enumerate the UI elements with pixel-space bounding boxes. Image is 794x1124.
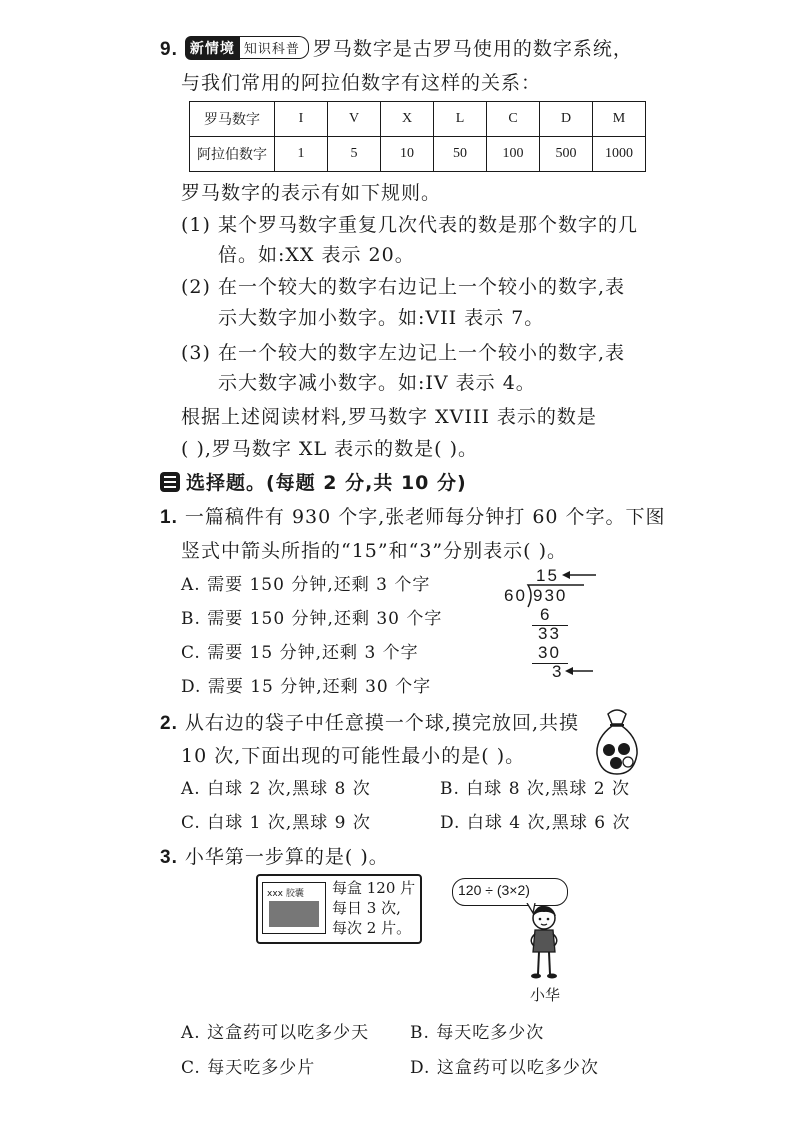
c1-option-c[interactable]: C. 需要 15 分钟,还剩 3 个字 <box>181 643 419 663</box>
c3-number: 3. <box>160 847 178 868</box>
q9-intro-2: 与我们常用的阿拉伯数字有这样的关系： <box>181 72 542 94</box>
table-cell: 10 <box>381 137 434 172</box>
box-line-3: 每次 2 片。 <box>332 919 412 937</box>
c2-option-d[interactable]: D. 白球 4 次,黑球 6 次 <box>440 813 631 833</box>
remainder-arrow-icon <box>565 664 595 678</box>
medicine-label: xxx 胶囊 <box>267 889 304 899</box>
rule2-line-b: 示大数字加小数字。如:VII 表示 7。 <box>218 307 545 329</box>
c1-line-a <box>160 502 666 529</box>
c1-option-a[interactable]: A. 需要 150 分钟,还剩 3 个字 <box>181 575 431 595</box>
row-header-roman: 罗马数字 <box>190 102 275 137</box>
c3-option-a[interactable]: A. 这盒药可以吃多少天 <box>181 1023 370 1043</box>
c1-option-d[interactable]: D. 需要 15 分钟,还剩 30 个字 <box>181 677 432 697</box>
c3-text-a: 小华第一步算的是( )。 <box>184 846 389 868</box>
section-three-icon <box>160 472 180 492</box>
table-cell: V <box>328 102 381 137</box>
c3-line-a <box>160 842 389 869</box>
table-cell: L <box>434 102 487 137</box>
table-cell: 1 <box>275 137 328 172</box>
rule2-line-a: (2) 在一个较大的数字右边记上一个较小的数字,表 <box>181 276 625 298</box>
c3-option-c[interactable]: C. 每天吃多少片 <box>181 1058 316 1078</box>
medicine-package-shade <box>269 901 319 927</box>
ball-bag-icon <box>592 704 642 776</box>
table-row <box>190 137 646 172</box>
division-step2: 33 <box>538 624 561 643</box>
rules-intro: 罗马数字的表示有如下规则。 <box>181 182 442 204</box>
table-row <box>190 102 646 137</box>
table-cell: M <box>593 102 646 137</box>
speech-text: 120 ÷ (3×2) <box>458 882 530 898</box>
boy-figure-icon <box>520 902 568 982</box>
knowledge-tag: 知识科普 <box>240 36 309 59</box>
division-step3: 30 <box>538 643 561 662</box>
c1-number: 1. <box>160 507 178 528</box>
division-step1: 6 <box>540 605 552 624</box>
c1-option-b[interactable]: B. 需要 150 分钟,还剩 30 个字 <box>181 609 443 629</box>
c2-option-b[interactable]: B. 白球 8 次,黑球 2 次 <box>440 779 630 799</box>
table-cell: X <box>381 102 434 137</box>
table-cell: D <box>540 102 593 137</box>
q9-line1 <box>160 34 633 61</box>
new-situation-tag: 新情境 <box>185 36 240 60</box>
rule3-line-a: (3) 在一个较大的数字左边记上一个较小的数字,表 <box>181 342 625 364</box>
medicine-package <box>262 882 326 934</box>
c2-number: 2. <box>160 713 178 734</box>
rule1-line-b: 倍。如:XX 表示 20。 <box>218 244 415 266</box>
quotient-arrow-icon <box>562 568 598 582</box>
q9-intro-1: 罗马数字是古罗马使用的数字系统， <box>312 38 633 60</box>
division-remainder: 3 <box>552 662 564 681</box>
table-cell: 100 <box>487 137 540 172</box>
table-cell: 1000 <box>593 137 646 172</box>
c3-option-b[interactable]: B. 每天吃多少次 <box>410 1023 545 1043</box>
c3-option-d[interactable]: D. 这盒药可以吃多少次 <box>410 1058 599 1078</box>
row-header-arabic: 阿拉伯数字 <box>190 137 275 172</box>
q9-number: 9. <box>160 39 178 60</box>
table-cell: C <box>487 102 540 137</box>
rule3-line-b: 示大数字减小数字。如:IV 表示 4。 <box>218 372 536 394</box>
table-cell: I <box>275 102 328 137</box>
table-cell: 5 <box>328 137 381 172</box>
roman-numeral-table <box>189 101 646 172</box>
division-divisor: 60 <box>504 586 527 605</box>
c1-line-b: 竖式中箭头所指的“15”和“3”分别表示( )。 <box>181 540 567 562</box>
division-quotient: 15 <box>536 566 559 585</box>
c2-option-a[interactable]: A. 白球 2 次,黑球 8 次 <box>181 779 371 799</box>
box-line-1: 每盒 120 片 <box>332 879 416 897</box>
division-dividend: 930 <box>533 586 568 605</box>
c1-text-a: 一篇稿件有 930 个字,张老师每分钟打 60 个字。下图 <box>184 506 666 528</box>
table-cell: 50 <box>434 137 487 172</box>
q9-question-a: 根据上述阅读材料,罗马数字 XVIII 表示的数是 <box>181 406 597 428</box>
q9-question-b: ( ),罗马数字 XL 表示的数是( )。 <box>181 438 478 460</box>
section-header <box>160 468 467 495</box>
c2-line-a <box>160 708 579 735</box>
c2-text-a: 从右边的袋子中任意摸一个球,摸完放回,共摸 <box>184 712 579 734</box>
rule1-line-a: (1) 某个罗马数字重复几次代表的数是那个数字的几 <box>181 214 638 236</box>
box-line-2: 每日 3 次, <box>332 899 401 917</box>
c2-option-c[interactable]: C. 白球 1 次,黑球 9 次 <box>181 813 371 833</box>
c2-line-b: 10 次,下面出现的可能性最小的是( )。 <box>181 745 526 767</box>
section-title: 选择题。(每题 2 分,共 10 分) <box>186 472 467 494</box>
table-cell: 500 <box>540 137 593 172</box>
person-name: 小华 <box>530 986 561 1004</box>
